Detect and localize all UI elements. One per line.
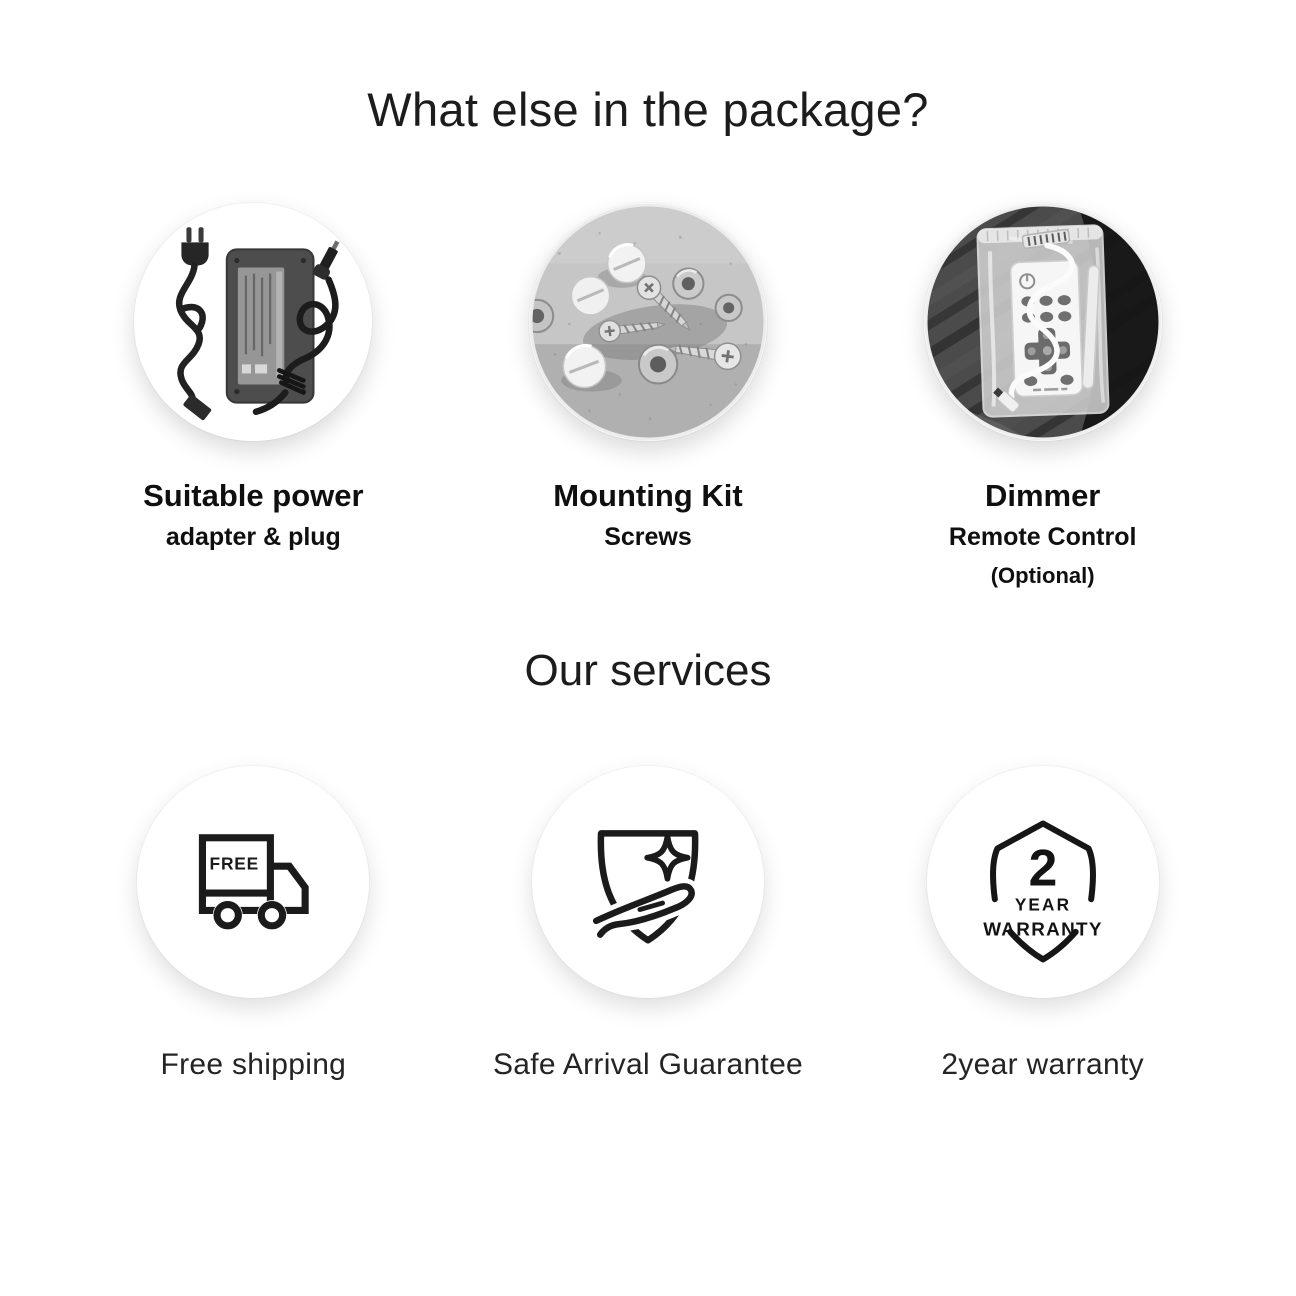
service-caption: 2year warranty xyxy=(941,1048,1144,1081)
warranty-number: 2 xyxy=(1028,838,1058,897)
item-subtitle: adapter & plug xyxy=(165,523,341,551)
safe-arrival-shield-icon xyxy=(567,801,729,963)
page-title: What else in the package? xyxy=(367,83,929,136)
screws-illustration xyxy=(529,203,767,441)
package-item-mounting-kit xyxy=(451,203,846,590)
dc-barrel-connector xyxy=(312,238,345,281)
dimmer-remote-photo xyxy=(924,203,1162,441)
package-item-dimmer xyxy=(845,203,1240,590)
truck-free-text: FREE xyxy=(209,853,260,874)
service-warranty xyxy=(845,766,1240,1082)
package-item-power-adapter xyxy=(56,203,451,590)
power-adapter-photo xyxy=(134,203,372,441)
safe-arrival-circle xyxy=(532,766,764,998)
item-subtitle: Remote Control xyxy=(948,523,1137,551)
free-shipping-circle xyxy=(137,766,369,998)
service-caption: Free shipping xyxy=(160,1048,347,1081)
sparkle-icon xyxy=(647,837,688,879)
item-note: (Optional) xyxy=(990,563,1095,588)
warranty-year-text: YEAR xyxy=(1014,894,1071,915)
item-title: Dimmer xyxy=(984,478,1101,513)
warranty-warranty-text: WARRANTY xyxy=(982,919,1103,941)
truck-wheels xyxy=(213,900,287,930)
free-shipping-truck-icon xyxy=(174,803,332,961)
service-free-shipping xyxy=(56,766,451,1082)
remote-label-text xyxy=(1033,389,1067,390)
mounting-screws-photo xyxy=(529,203,767,441)
warranty-shield-icon xyxy=(957,796,1129,968)
package-items-row xyxy=(0,203,1296,590)
services-title: Our services xyxy=(524,646,772,695)
item-subtitle: Screws xyxy=(604,523,692,551)
plug-cable xyxy=(179,266,200,403)
service-caption: Safe Arrival Guarantee xyxy=(492,1048,804,1081)
us-plug-icon xyxy=(182,227,209,265)
dimmer-illustration xyxy=(924,203,1162,441)
item-title: Mounting Kit xyxy=(553,478,743,513)
services-row xyxy=(0,766,1296,1082)
warranty-circle xyxy=(927,766,1159,998)
service-safe-arrival xyxy=(451,766,846,1082)
power-adapter-illustration xyxy=(134,203,372,441)
item-title: Suitable power xyxy=(143,478,364,513)
cable-end-connector xyxy=(183,394,212,421)
